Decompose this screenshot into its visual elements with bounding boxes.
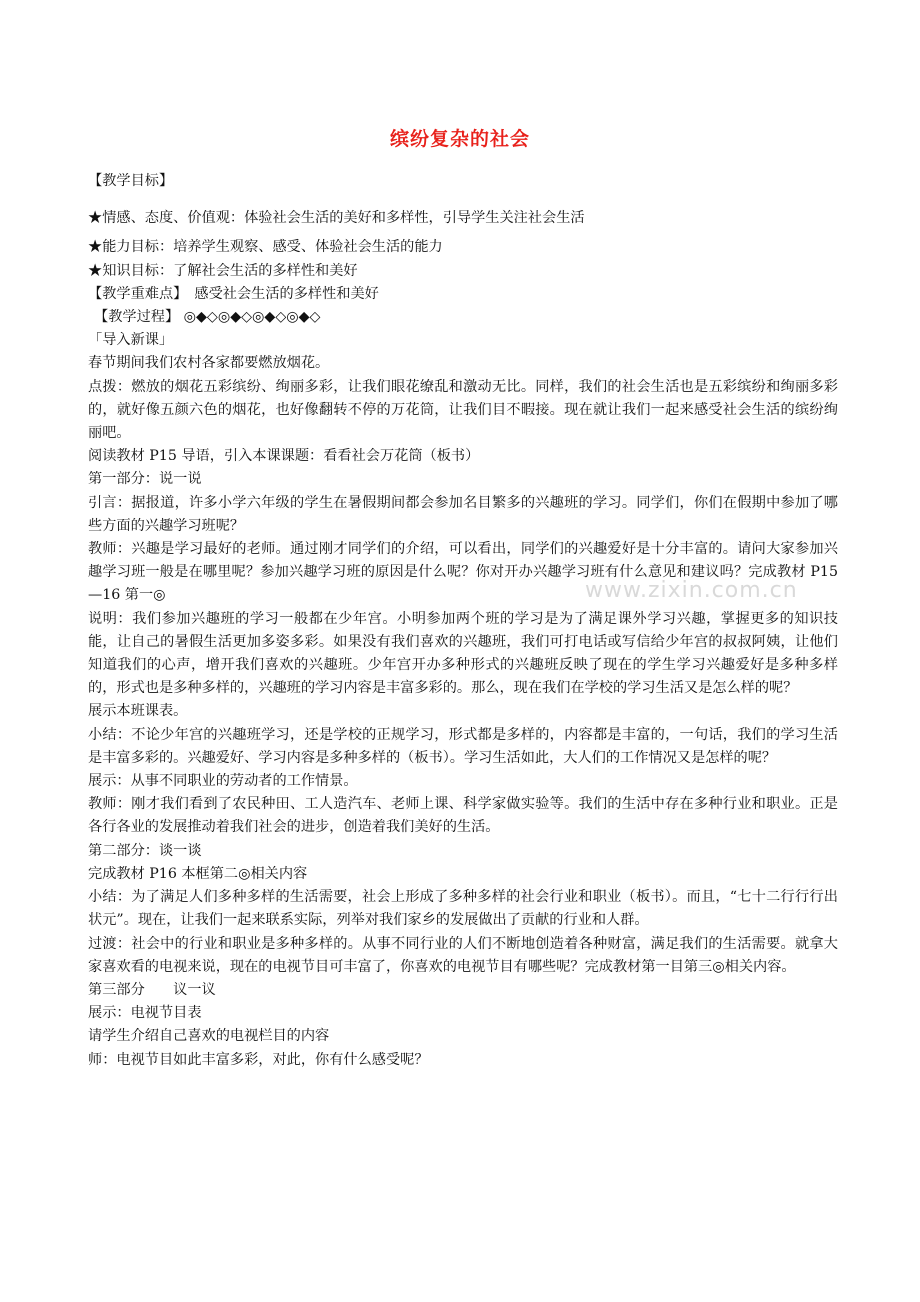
paragraph: 教师：兴趣是学习最好的老师。通过刚才同学们的介绍，可以看出，同学们的兴趣爱好是十分丰富的。请问大家参加兴趣学习班一般是在哪里呢？参加兴趣学习班的原因是什么呢？你对开办兴趣学习班有什么意见和建议吗？完成教材 P15—16 第一◎ xyxy=(88,541,838,604)
paragraph: 小结：为了满足人们多种多样的生活需要，社会上形成了多种多样的社会行业和职业（板书）。而且，“七十二行行行出状元”。现在，让我们一起来联系实际，列举对我们家乡的发展做出了贡献的行业和人群。 xyxy=(88,889,838,929)
part-heading: 第二部分：谈一谈 xyxy=(88,842,202,859)
goal-ability: ★能力目标：培养学生观察、感受、体验社会生活的能力 xyxy=(88,239,443,256)
paragraph: 展示：电视节目表 xyxy=(88,1005,202,1022)
document-title: 缤纷复杂的社会 xyxy=(389,128,530,150)
paragraph: 点拨：燃放的烟花五彩缤纷、绚丽多彩，让我们眼花缭乱和激动无比。同样，我们的社会生活也是五彩缤纷和绚丽多彩的，就好像五颜六色的烟花，也好像翻转不停的万花筒，让我们目不暇接。现在就让我们一起来感受社会生活的缤纷绚丽吧。 xyxy=(88,378,838,442)
paragraph: 请学生介绍自己喜欢的电视栏目的内容 xyxy=(88,1028,330,1045)
paragraph: 引言：据报道，许多小学六年级的学生在暑假期间都会参加名目繁多的兴趣班的学习。同学们，你们在假期中参加了哪些方面的兴趣学习班呢？ xyxy=(88,494,838,534)
paragraph: 师：电视节目如此丰富多彩，对此，你有什么感受呢？ xyxy=(88,1051,429,1068)
section-heading-key-points: 【教学重难点】 感受社会生活的多样性和美好 xyxy=(88,285,379,302)
paragraph: 过渡：社会中的行业和职业是多种多样的。从事不同行业的人们不断地创造着各种财富，满足我们的生活需要。就拿大家喜欢看的电视来说，现在的电视节目可丰富了，你喜欢的电视节目有哪些呢？完成教材第一目第三◎相关内容。 xyxy=(88,935,838,975)
paragraph: 小结：不论少年宫的兴趣班学习，还是学校的正规学习，形式都是多样的，内容都是丰富的，一句话，我们的学习生活是丰富多彩的。兴趣爱好、学习内容是多种多样的（板书）。学习生活如此，大人们的工作情况又是怎样的呢？ xyxy=(88,726,838,766)
part-heading: 第一部分：说一说 xyxy=(88,471,202,488)
paragraph: 展示：从事不同职业的劳动者的工作情景。 xyxy=(88,773,358,790)
paragraph: 阅读教材 P15 导语，引入本课课题：看看社会万花筒（板书） xyxy=(88,448,480,465)
goal-emotion: ★情感、态度、价值观：体验社会生活的美好和多样性，引导学生关注社会生活 xyxy=(88,210,585,227)
paragraph: 春节期间我们农村各家都要燃放烟花。 xyxy=(88,355,330,372)
section-intro-label: 「导入新课」 xyxy=(88,332,174,349)
document-body xyxy=(88,170,838,1072)
paragraph: 完成教材 P16 本框第二◎相关内容 xyxy=(88,865,308,882)
paragraph: 展示本班课表。 xyxy=(88,703,188,720)
section-heading-process: 【教学过程】 ◎◆◇◎◆◇◎◆◇◎◆◇ xyxy=(94,309,321,326)
goal-knowledge: ★知识目标：了解社会生活的多样性和美好 xyxy=(88,262,358,279)
paragraph: 说明：我们参加兴趣班的学习一般都在少年宫。小明参加两个班的学习是为了满足课外学习兴趣，掌握更多的知识技能，让自己的暑假生活更加多姿多彩。如果没有我们喜欢的兴趣班，我们可打电话或写信给少年宫的叔叔阿姨，让他们知道我们的心声，增开我们喜欢的兴趣班。少年宫开办多种形式的兴趣班反映了现在的学生学习兴趣爱好是多种多样的，形式也是多种多样的，兴趣班的学习内容是丰富多彩的。那么，现在我们在学校的学习生活又是怎么样的呢？ xyxy=(88,610,838,697)
part-heading: 第三部分 议一议 xyxy=(88,981,216,998)
paragraph: 教师：刚才我们看到了农民种田、工人造汽车、老师上课、科学家做实验等。我们的生活中存在多种行业和职业。正是各行各业的发展推动着我们社会的进步，创造着我们美好的生活。 xyxy=(88,796,838,836)
watermark: www.zixin.com.cn xyxy=(585,578,798,603)
section-heading-goals: 【教学目标】 xyxy=(88,173,174,189)
